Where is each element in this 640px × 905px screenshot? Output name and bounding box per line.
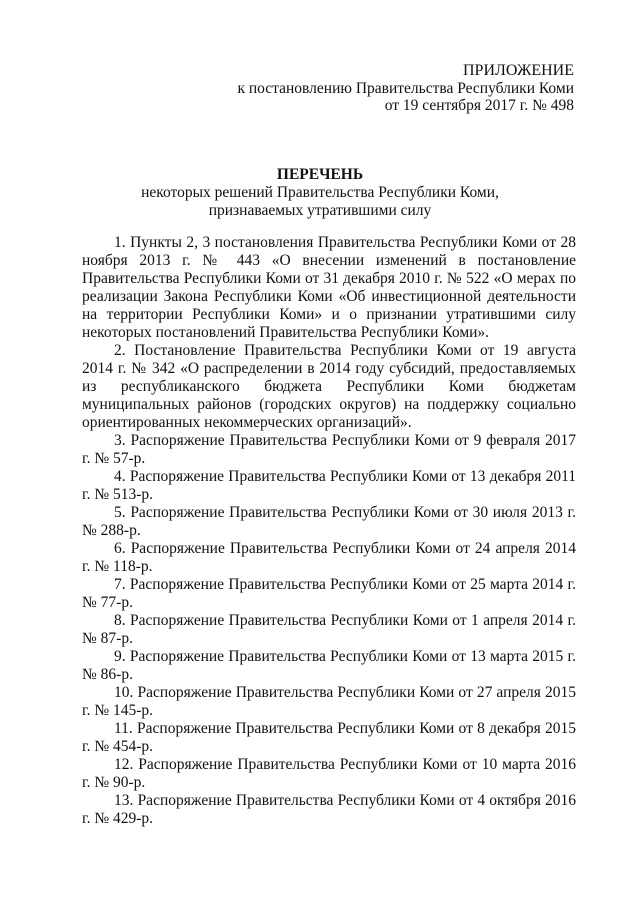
item-number: 6.	[114, 540, 126, 557]
document-heading	[0, 166, 640, 220]
heading-title: ПЕРЕЧЕНЬ	[276, 166, 364, 183]
list-item	[82, 468, 576, 504]
item-text: Распоряжение Правительства Республики Коми от 24 апреля 2014 г. № 118-р.	[82, 540, 576, 575]
item-text: Распоряжение Правительства Республики Коми от 13 марта 2015 г. № 86-р.	[82, 648, 576, 683]
list-item	[82, 792, 576, 828]
list-item	[82, 576, 576, 612]
list-item	[82, 720, 576, 756]
annex-title: ПРИЛОЖЕНИЕ	[462, 62, 574, 79]
item-number: 13.	[114, 792, 134, 809]
item-text: Распоряжение Правительства Республики Коми от 10 марта 2016 г. № 90-р.	[82, 756, 576, 791]
item-number: 12.	[114, 756, 134, 773]
list-item	[82, 234, 576, 342]
item-text: Распоряжение Правительства Республики Коми от 8 декабря 2015 г. № 454-р.	[82, 720, 577, 755]
list-item	[82, 540, 576, 576]
decision-list	[82, 234, 576, 828]
list-item	[82, 432, 576, 468]
item-number: 5.	[114, 504, 126, 521]
list-item	[82, 756, 576, 792]
item-number: 11.	[114, 720, 133, 737]
list-item	[82, 684, 576, 720]
list-item	[82, 504, 576, 540]
item-text: Распоряжение Правительства Республики Коми от 27 апреля 2015 г. № 145-р.	[82, 684, 576, 719]
annex-date: от 19 сентября 2017 г. № 498	[384, 97, 574, 114]
heading-subtitle-line1: некоторых решений Правительства Республики Коми,	[141, 184, 499, 201]
item-number: 7.	[114, 576, 126, 593]
item-number: 2.	[114, 342, 126, 359]
list-item	[82, 342, 576, 432]
item-text: Постановление Правительства Республики Коми от 19 августа 2014 г. № 342 «О распределении в 2014 году субсидий, предоставляемых из республиканского бюджета Республики Коми бюджетам муниципальных районов (городских округов) на поддержку социально ориентированных некоммерческих организаций».	[82, 342, 576, 431]
item-number: 1.	[114, 234, 126, 251]
item-number: 4.	[114, 468, 126, 485]
annex-reference: к постановлению Правительства Республики Коми	[237, 79, 574, 97]
list-item	[82, 648, 576, 684]
item-text: Распоряжение Правительства Республики Коми от 9 февраля 2017 г. № 57-р.	[82, 432, 576, 467]
annex-block	[237, 62, 574, 115]
list-item	[82, 612, 576, 648]
item-number: 8.	[114, 612, 126, 629]
item-number: 9.	[114, 648, 126, 665]
heading-subtitle-line2: признаваемых утратившими силу	[208, 202, 432, 219]
item-text: Распоряжение Правительства Республики Коми от 13 декабря 2011 г. № 513-р.	[82, 468, 576, 503]
item-text: Распоряжение Правительства Республики Коми от 25 марта 2014 г. № 77-р.	[82, 576, 576, 611]
item-text: Пункты 2, 3 постановления Правительства Республики Коми от 28 ноября 2013 г. № 443 «О внесении изменений в постановление Правительства Республики Коми от 31 декабря 2010 г. № 522 «О мерах по реализации Закона Республики Коми «Об инвестиционной деятельности на территории Республики Коми» и о признании утратившими силу некоторых постановлений Правительства Республики Коми».	[82, 234, 576, 341]
item-text: Распоряжение Правительства Республики Коми от 4 октября 2016 г. № 429-р.	[82, 792, 576, 827]
item-number: 3.	[114, 432, 126, 449]
item-text: Распоряжение Правительства Республики Коми от 1 апреля 2014 г. № 87-р.	[82, 612, 576, 647]
item-number: 10.	[114, 684, 134, 701]
item-text: Распоряжение Правительства Республики Коми от 30 июля 2013 г. № 288-р.	[82, 504, 576, 539]
